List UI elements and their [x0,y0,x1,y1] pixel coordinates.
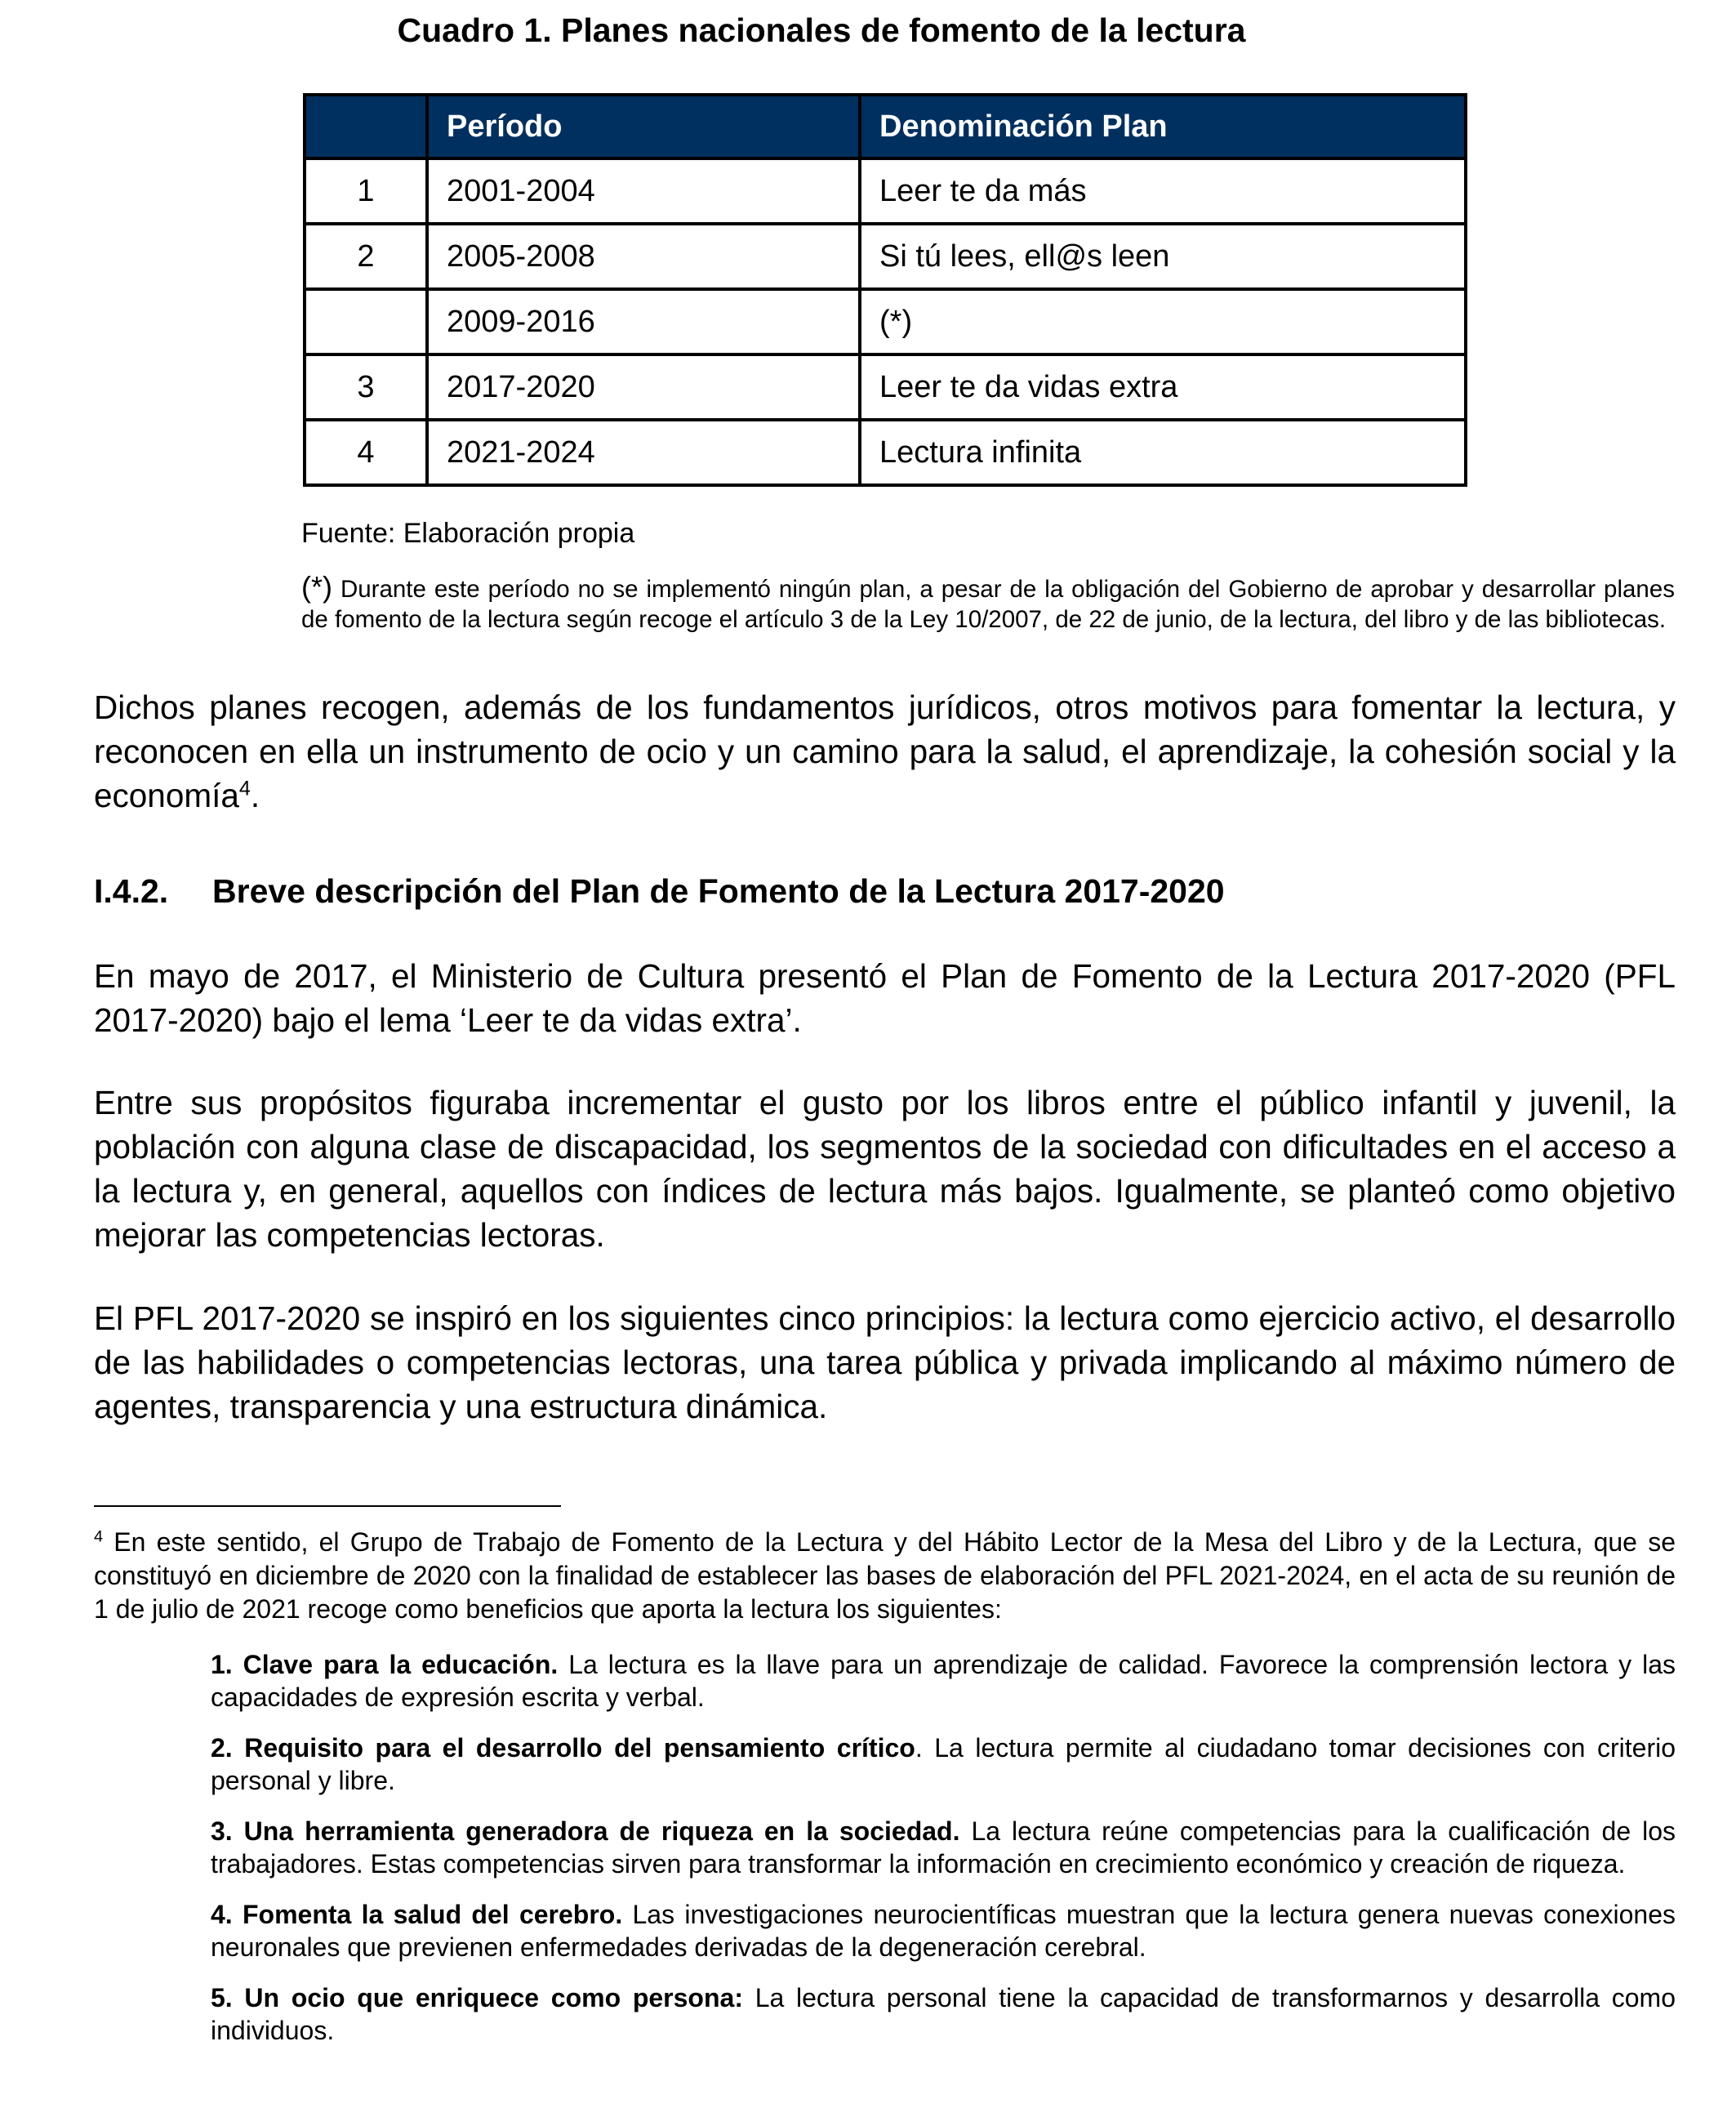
list-item [211,1648,1676,1714]
row-period: 2001-2004 [427,158,860,224]
row-period: 2021-2024 [427,420,860,485]
row-number: 1 [305,158,427,224]
note-mark: (*) [301,570,332,604]
benefit-text: La lectura reúne competencias para la cualificación de los trabajadores. Estas competencias sirven para transformar la información en crecimiento económico y creación de riqueza. [211,1816,1676,1879]
row-plan-name: (*) [860,289,1466,354]
section-number: I.4.2. [94,872,169,910]
section-heading [94,872,1225,911]
row-number: 3 [305,354,427,420]
list-item [211,1898,1676,1963]
row-number: 4 [305,420,427,485]
note-text: Durante este período no se implementó ningún plan, a pesar de la obligación del Gobierno de aprobar y desarrollar planes de fomento de la lectura según recoge el artículo 3 de la Ley 10/2007, de 22 de junio, de la lectura, del libro y de las bibliotecas. [301,576,1675,633]
paragraph-plans-motives [94,685,1676,818]
footnote-text: En este sentido, el Grupo de Trabajo de Fomento de la Lectura y del Hábito Lector de la Mesa del Libro y de la Lectura, que se constituyó en diciembre de 2020 con la finalidad de establecer las bases de elaboración del PFL 2021-2024, en el acta de su reunión de 1 de julio de 2021 recoge como beneficios que aporta la lectura los siguientes: [94,1527,1676,1624]
paragraph-end: . [250,777,260,814]
header-plan-name: Denominación Plan [860,95,1466,158]
section-title: Breve descripción del Plan de Fomento de la Lectura 2017-2020 [212,872,1225,910]
benefit-title: 3. Una herramienta generadora de riqueza en la sociedad. [211,1816,960,1846]
row-number [305,289,427,354]
benefit-title: 5. Un ocio que enriquece como persona: [211,1983,743,2012]
row-plan-name: Leer te da vidas extra [860,354,1466,420]
row-plan-name: Si tú lees, ell@s leen [860,224,1466,289]
table-row [305,289,1466,354]
table-header-row [305,95,1466,158]
benefit-title: 2. Requisito para el desarrollo del pensamiento crítico [211,1733,915,1763]
paragraph-text: Dichos planes recogen, además de los fundamentos jurídicos, otros motivos para fomentar la lectura, y reconocen en ella un instrumento de ocio y un camino para la salud, el aprendizaje, la cohesión social y la economía [94,689,1676,814]
list-item [211,1981,1676,2047]
benefit-title: 1. Clave para la educación. [211,1650,559,1679]
benefit-text: Las investigaciones neurocientíficas muestran que la lectura genera nuevas conexiones neuronales que previenen enfermedades derivadas de la degeneración cerebral. [211,1900,1676,1962]
plans-table [303,93,1467,487]
row-period: 2009-2016 [427,289,860,354]
table-row [305,354,1466,420]
table-caption: Cuadro 1. Planes nacionales de fomento de la lectura [397,11,1246,49]
row-plan-name: Lectura infinita [860,420,1466,485]
benefit-text: La lectura es la llave para un aprendizaje de calidad. Favorece la comprensión lectora y las capacidades de expresión escrita y verbal. [211,1650,1676,1712]
header-number [305,95,427,158]
paragraph-presentation: En mayo de 2017, el Ministerio de Cultura presentó el Plan de Fomento de la Lectura 2017-2020 (PFL 2017-2020) bajo el lema ‘Leer te da vidas extra’. [94,957,1676,1039]
footnote [94,1526,1676,1626]
row-period: 2005-2008 [427,224,860,289]
table-note [301,572,1675,635]
list-item [211,1815,1676,1880]
table-row [305,420,1466,485]
table-row [305,224,1466,289]
benefits-list [211,1648,1676,2065]
row-number: 2 [305,224,427,289]
footnote-number: 4 [94,1527,104,1546]
benefit-text: . La lectura permite al ciudadano tomar decisiones con criterio personal y libre. [211,1733,1676,1795]
header-period: Período [427,95,860,158]
footnote-separator [94,1505,561,1507]
row-plan-name: Leer te da más [860,158,1466,224]
benefit-title: 4. Fomenta la salud del cerebro. [211,1900,623,1929]
list-item [211,1731,1676,1797]
paragraph-purposes: Entre sus propósitos figuraba incrementar el gusto por los libros entre el público infantil y juvenil, la población con alguna clase de discapacidad, los segmentos de la sociedad con dificultades en el acceso a la lectura y, en general, aquellos con índices de lectura más bajos. Igualmente, se planteó como objetivo mejorar las competencias lectoras. [94,1084,1676,1254]
footnote-reference: 4 [238,777,251,800]
benefit-text: La lectura personal tiene la capacidad de transformarnos y desarrolla como individuos. [211,1983,1676,2045]
paragraph-principles: El PFL 2017-2020 se inspiró en los siguientes cinco principios: la lectura como ejercicio activo, el desarrollo de las habilidades o competencias lectoras, una tarea pública y privada implicando al máximo número de agentes, transparencia y una estructura dinámica. [94,1299,1676,1425]
table-source: Fuente: Elaboración propia [301,518,635,549]
row-period: 2017-2020 [427,354,860,420]
table-row [305,158,1466,224]
